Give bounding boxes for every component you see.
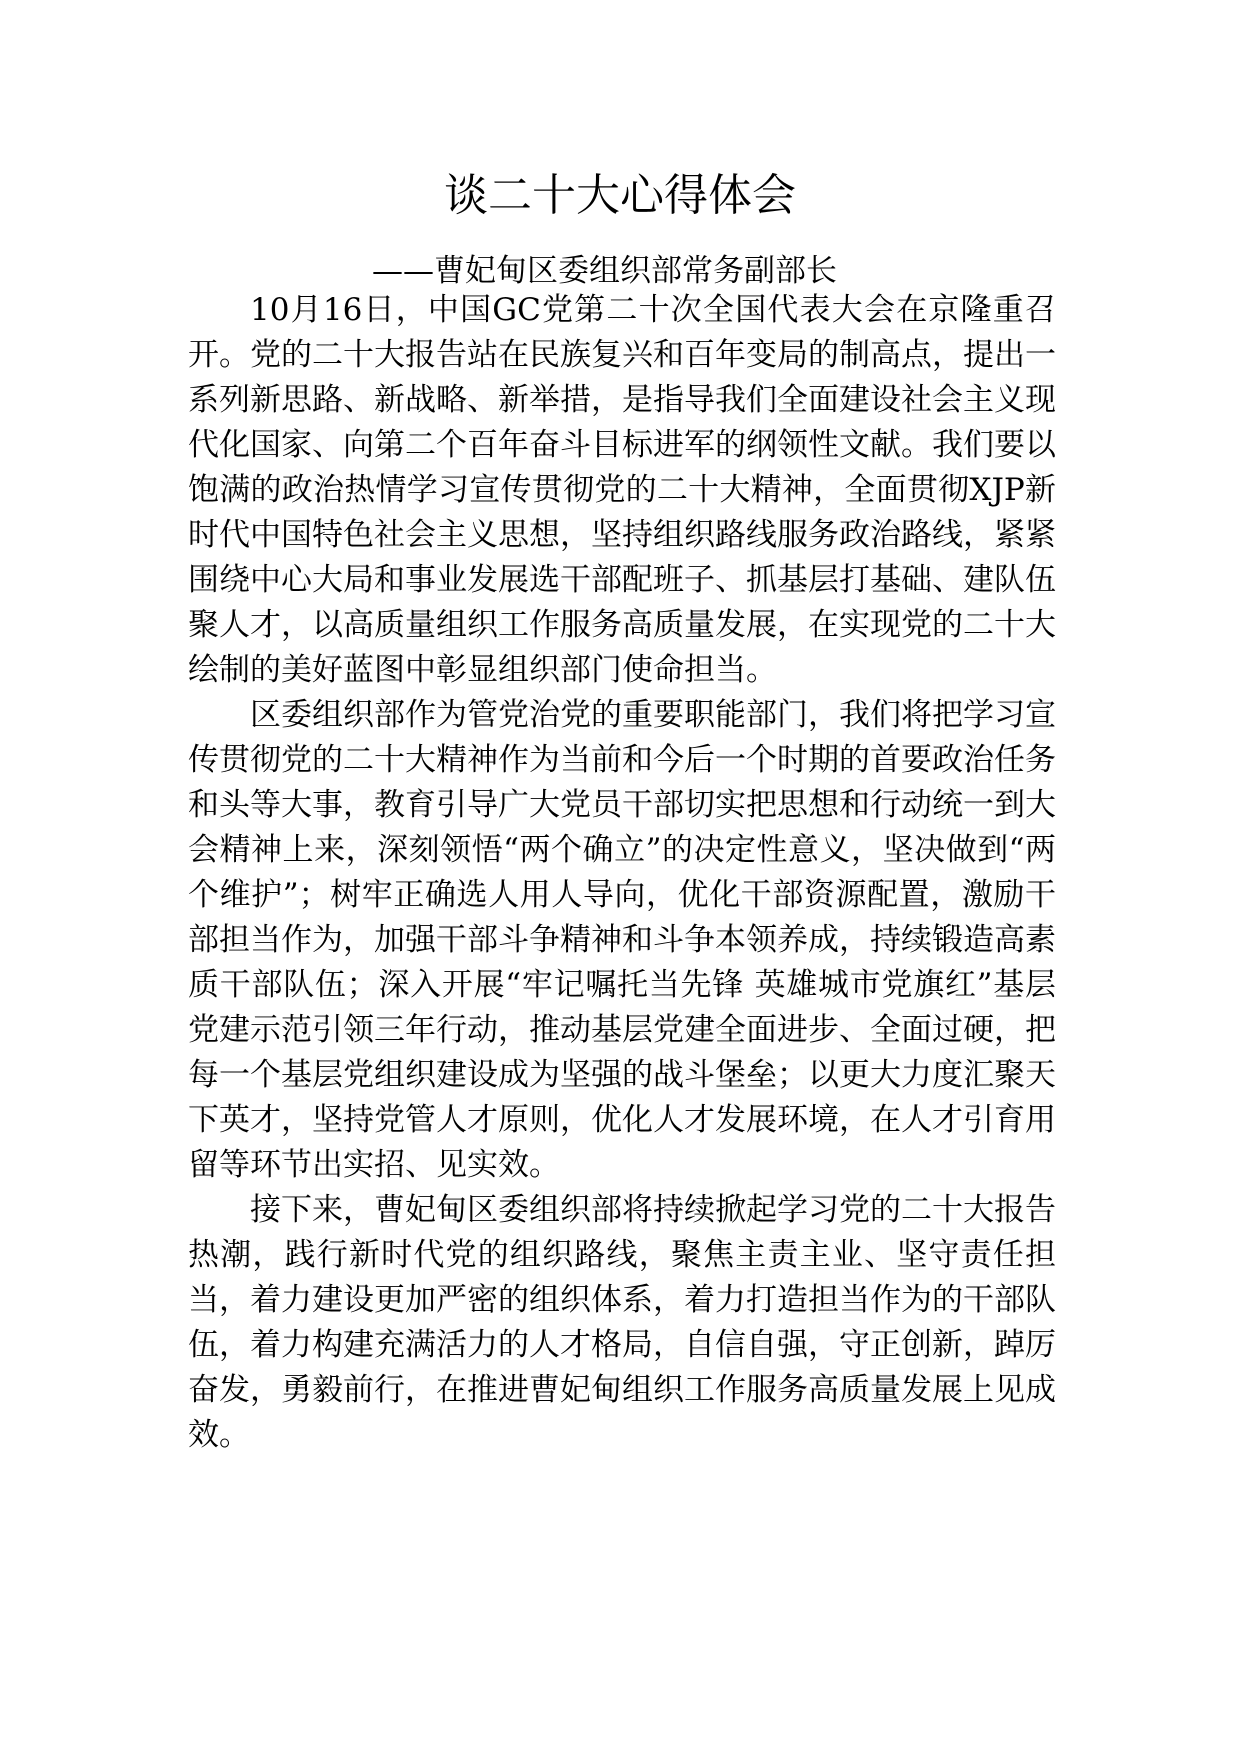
body-paragraph-1: 10月16日，中国GC党第二十次全国代表大会在京隆重召开。党的二十大报告站在民族复兴和百年变局的制高点，提出一系列新思路、新战略、新举措，是指导我们全面建设社会主义现代化国家、向第二个百年奋斗目标进军的纲领性文献。我们要以饱满的政治热情学习宣传贯彻党的二十大精神，全面贯彻XJP新时代中国特色社会主义思想，坚持组织路线服务政治路线，紧紧围绕中心大局和事业发展选干部配班子、抓基层打基础、建队伍聚人才，以高质量组织工作服务高质量发展，在实现党的二十大绘制的美好蓝图中彰显组织部门使命担当。 (188, 292, 1056, 688)
body-paragraph-2: 区委组织部作为管党治党的重要职能部门，我们将把学习宣传贯彻党的二十大精神作为当前和今后一个时期的首要政治任务和头等大事，教育引导广大党员干部切实把思想和行动统一到大会精神上来，深刻领悟“两个确立”的决定性意义，坚决做到“两个维护”；树牢正确选人用人导向，优化干部资源配置，激励干部担当作为，加强干部斗争精神和斗争本领养成，持续锻造高素质干部队伍；深入开展“牢记嘱托当先锋 英雄城市党旗红”基层党建示范引领三年行动，推动基层党建全面进步、全面过硬，把每一个基层党组织建设成为坚强的战斗堡垒；以更大力度汇聚天下英才，坚持党管人才原则，优化人才发展环境，在人才引育用留等环节出实招、见实效。 (188, 697, 1056, 1183)
document-subtitle: ——曹妃甸区委组织部常务副部长 (372, 253, 837, 289)
body-paragraph-3: 接下来，曹妃甸区委组织部将持续掀起学习党的二十大报告热潮，践行新时代党的组织路线，聚焦主责主业、坚守责任担当，着力建设更加严密的组织体系，着力打造担当作为的干部队伍，着力构建充满活力的人才格局，自信自强，守正创新，踔厉奋发，勇毅前行，在推进曹妃甸组织工作服务高质量发展上见成效。 (188, 1192, 1056, 1453)
document-body (188, 288, 1056, 1458)
document-title: 谈二十大心得体会 (444, 170, 796, 221)
